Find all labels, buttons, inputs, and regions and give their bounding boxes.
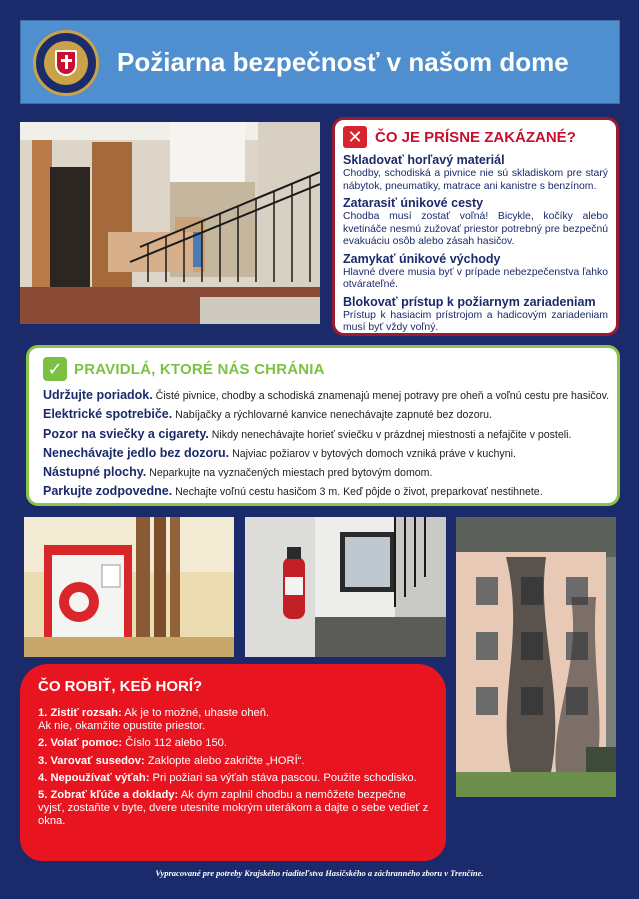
fire-step: 1. Zistiť rozsah: Ak je to možné, uhaste oheň. Ak nie, okamžite opustite priestor. <box>38 707 270 733</box>
check-mark-icon: ✓ <box>43 357 67 381</box>
fire-steps-title: ČO ROBIŤ, KEĎ HORÍ? <box>38 678 203 695</box>
fire-rescue-emblem-icon <box>33 30 99 96</box>
x-mark-icon: ✕ <box>343 126 367 148</box>
fire-step: 2. Volať pomoc: Číslo 112 alebo 150. <box>38 737 228 750</box>
forbidden-item-text: Chodby, schodiská a pivnice nie sú skladiskom pre starý nábytok, pneumatiky, matrace ani kanistre s benzínom. <box>343 168 608 192</box>
rule-item: Parkujte zodpovedne. Nechajte voľnú cestu hasičom 3 m. Keď pôjde o život, preparkovať nestihnete. <box>43 484 543 499</box>
fire-step: 3. Varovať susedov: Zaklopte alebo zakričte „HORÍ“. <box>38 754 305 767</box>
forbidden-item-text: Chodba musí zostať voľná! Bicykle, kočíky alebo kvetináče nesmú zužovať priestor potrebný pre bezpečnú evakuáciu osôb alebo zásah hasičov. <box>343 211 608 247</box>
page-title: Požiarna bezpečnosť v našom dome <box>117 47 569 77</box>
fire-extinguisher-photo <box>245 517 446 657</box>
rules-panel <box>26 345 620 506</box>
forbidden-item-text: Prístup k hasiacim prístrojom a hadicovým zariadeniam musí byť vždy voľný. <box>343 309 608 333</box>
fire-step: 4. Nepoužívať výťah: Pri požiari sa výťah stáva pascou. Použite schodisko. <box>38 771 417 784</box>
forbidden-panel <box>332 117 619 336</box>
forbidden-title: ČO JE PRÍSNE ZAKÁZANÉ? <box>375 128 576 146</box>
rules-title: PRAVIDLÁ, KTORÉ NÁS CHRÁNIA <box>74 360 325 378</box>
rule-item: Udržujte poriadok. Čisté pivnice, chodby a schodiská znamenajú menej potravy pre oheň a voľnú cestu pre hasičov. <box>43 388 610 402</box>
rule-item: Nástupné plochy. Neparkujte na vyznačených miestach pred bytovým domom. <box>43 465 433 480</box>
hose-reel-photo <box>24 517 234 657</box>
forbidden-item-heading: Zamykať únikové východy <box>343 251 501 266</box>
building-fire-photo <box>456 517 616 797</box>
forbidden-item-heading: Blokovať prístup k požiarnym zariadeniam <box>343 294 596 309</box>
rule-item: Pozor na sviečky a cigarety. Nikdy nenechávajte horieť sviečku v prázdnej miestnosti a nefajčite v posteli. <box>43 426 572 441</box>
footer-credit: Vypracované pre potreby Krajského riaditeľstva Hasičského a záchranného zboru v Trenčíne. <box>155 868 484 878</box>
forbidden-item-heading: Skladovať horľavý materiál <box>343 153 505 167</box>
rule-item: Nenechávajte jedlo bez dozoru. Najviac požiarov v bytových domoch vzniká práve v kuchyni. <box>43 445 516 460</box>
fire-steps-panel <box>20 664 446 861</box>
forbidden-item-heading: Zatarasiť únikové cesty <box>343 196 484 210</box>
forbidden-item-text: Hlavné dvere musia byť v prípade nebezpečenstva ľahko otvárateľné. <box>343 266 608 290</box>
page-header <box>20 20 620 104</box>
shield-cross-icon <box>55 50 77 76</box>
fire-step: 5. Zobrať kľúče a doklady: Ak dym zaplnil chodbu a nemôžete bezpečne vyjsť, zostaňte v byte, dvere utesnite mokrým uterákom a dajte o sebe vedieť z okna. <box>38 789 429 828</box>
rule-item: Elektrické spotrebiče. Nabíjačky a rýchlovarné kanvice nenechávajte zapnuté bez dozoru. <box>43 407 493 422</box>
stairwell-photo <box>20 122 320 324</box>
